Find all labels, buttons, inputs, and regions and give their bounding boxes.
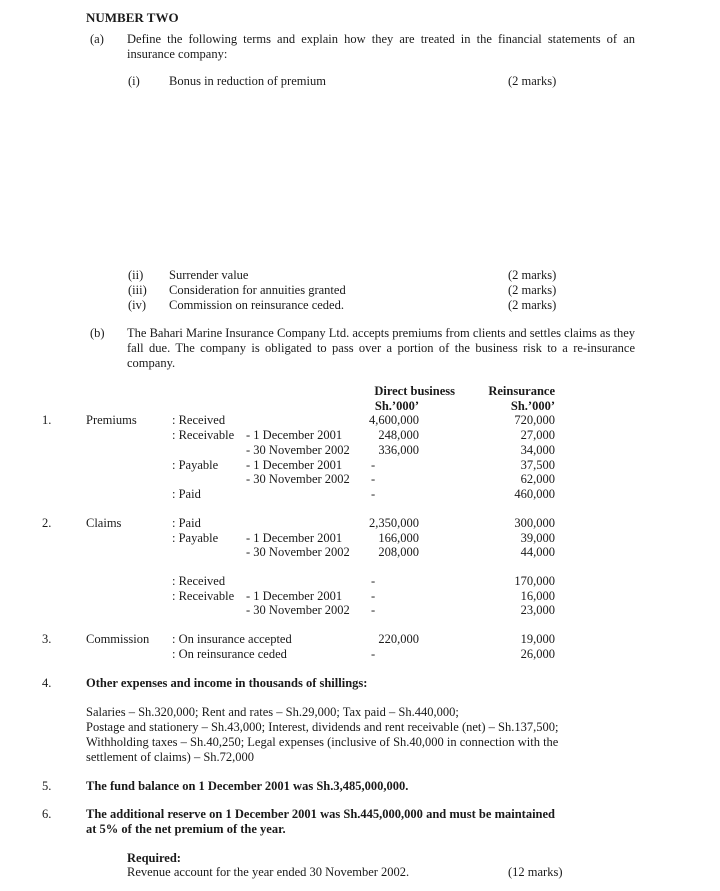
row-reins-value: 44,000: [520, 545, 555, 559]
row-direct-value: -: [371, 472, 376, 486]
row-sub: : Payable: [172, 531, 219, 545]
row-sub: : Payable: [172, 458, 219, 472]
row-category-premiums: Premiums: [86, 413, 137, 427]
row-reins-value: 16,000: [520, 589, 555, 603]
item5-num: 5.: [42, 779, 52, 793]
row-date: - 1 December 2001: [246, 428, 343, 442]
row-sub: : On insurance accepted: [172, 632, 292, 646]
item4-title: Other expenses and income in thousands of shillings:: [86, 676, 368, 690]
item4-line: Withholding taxes – Sh.40,250; Legal expenses (inclusive of Sh.40,000 in connection with the: [86, 735, 559, 749]
item-i-marks: (2 marks): [508, 74, 557, 88]
row-direct-value: -: [371, 603, 376, 617]
row-category-commission: Commission: [86, 632, 150, 646]
row-direct-value: 166,000: [378, 531, 419, 545]
row-reins-value: 26,000: [520, 647, 555, 661]
col-reins-header: Reinsurance: [488, 384, 555, 398]
row-num-claims: 2.: [42, 516, 52, 530]
row-direct-value: 336,000: [378, 443, 419, 457]
item6-num: 6.: [42, 807, 52, 821]
part-a-label: (a): [90, 32, 104, 46]
row-sub: : On reinsurance ceded: [172, 647, 287, 661]
row-direct-value: -: [371, 487, 376, 501]
row-num-commission: 3.: [42, 632, 52, 646]
row-sub: : Received: [172, 574, 226, 588]
item4-line: Salaries – Sh.320,000; Rent and rates – Sh.29,000; Tax paid – Sh.440,000;: [86, 705, 459, 719]
item-iv-text: Commission on reinsurance ceded.: [169, 298, 344, 312]
row-direct-value: -: [371, 574, 376, 588]
row-reins-value: 27,000: [520, 428, 555, 442]
part-b-intro: The Bahari Marine Insurance Company Ltd. accepts premiums from clients and settles claims as they fall due. The company is obligated to pass over a portion of the business risk to a re-insurance company.: [127, 326, 635, 370]
row-date: - 1 December 2001: [246, 458, 343, 472]
row-reins-value: 300,000: [514, 516, 555, 530]
row-sub: : Receivable: [172, 428, 235, 442]
row-category-claims: Claims: [86, 516, 122, 530]
row-direct-value: 220,000: [378, 632, 419, 646]
row-reins-value: 23,000: [520, 603, 555, 617]
required-label: Required:: [127, 851, 181, 865]
required-text: Revenue account for the year ended 30 November 2002.: [127, 865, 410, 879]
item-iv-marks: (2 marks): [508, 298, 557, 312]
col-direct-header: Direct business: [374, 384, 455, 398]
item-ii-marks: (2 marks): [508, 268, 557, 282]
row-reins-value: 19,000: [520, 632, 555, 646]
item4-line: settlement of claims) – Sh.72,000: [86, 750, 255, 764]
row-date: - 30 November 2002: [246, 545, 350, 559]
item-i-text: Bonus in reduction of premium: [169, 74, 326, 88]
item5-text: The fund balance on 1 December 2001 was Sh.3,485,000,000.: [86, 779, 409, 793]
row-date: - 30 November 2002: [246, 603, 350, 617]
item-iii-text: Consideration for annuities granted: [169, 283, 346, 297]
row-date: - 30 November 2002: [246, 443, 350, 457]
required-marks: (12 marks): [508, 865, 563, 879]
row-reins-value: 460,000: [514, 487, 555, 501]
row-date: - 1 December 2001: [246, 531, 343, 545]
row-direct-value: -: [371, 647, 376, 661]
row-direct-value: 208,000: [378, 545, 419, 559]
row-date: - 1 December 2001: [246, 589, 343, 603]
row-reins-value: 720,000: [514, 413, 555, 427]
part-b-label: (b): [90, 326, 105, 340]
item6-text: The additional reserve on 1 December 2001 was Sh.445,000,000 and must be maintained at 5% of the net premium of the year.: [86, 807, 555, 836]
row-reins-value: 37,500: [520, 458, 555, 472]
row-reins-value: 34,000: [520, 443, 555, 457]
row-num-premiums: 1.: [42, 413, 52, 427]
item-iii-marks: (2 marks): [508, 283, 557, 297]
row-reins-value: 62,000: [520, 472, 555, 486]
item-ii-num: (ii): [128, 268, 144, 282]
row-date: - 30 November 2002: [246, 472, 350, 486]
row-direct-value: 4,600,000: [369, 413, 419, 427]
question-heading: NUMBER TWO: [86, 10, 179, 25]
row-direct-value: 248,000: [378, 428, 419, 442]
row-sub: : Received: [172, 413, 226, 427]
row-direct-value: -: [371, 589, 376, 603]
item-iii-num: (iii): [128, 283, 147, 297]
row-sub: : Paid: [172, 487, 201, 501]
item-iv-num: (iv): [128, 298, 147, 312]
item4-line: Postage and stationery – Sh.43,000; Interest, dividends and rent receivable (net) – Sh.137,500;: [86, 720, 559, 734]
row-direct-value: 2,350,000: [369, 516, 419, 530]
item4-num: 4.: [42, 676, 52, 690]
row-sub: : Receivable: [172, 589, 235, 603]
row-direct-value: -: [371, 458, 376, 472]
col-reins-unit: Sh.’000’: [510, 399, 555, 413]
row-reins-value: 170,000: [514, 574, 555, 588]
part-a-intro: Define the following terms and explain how they are treated in the financial statements of an insurance company:: [127, 32, 635, 61]
item-ii-text: Surrender value: [169, 268, 249, 282]
item-i-num: (i): [128, 74, 140, 88]
row-sub: : Paid: [172, 516, 201, 530]
col-direct-unit: Sh.’000’: [374, 399, 419, 413]
row-reins-value: 39,000: [520, 531, 555, 545]
